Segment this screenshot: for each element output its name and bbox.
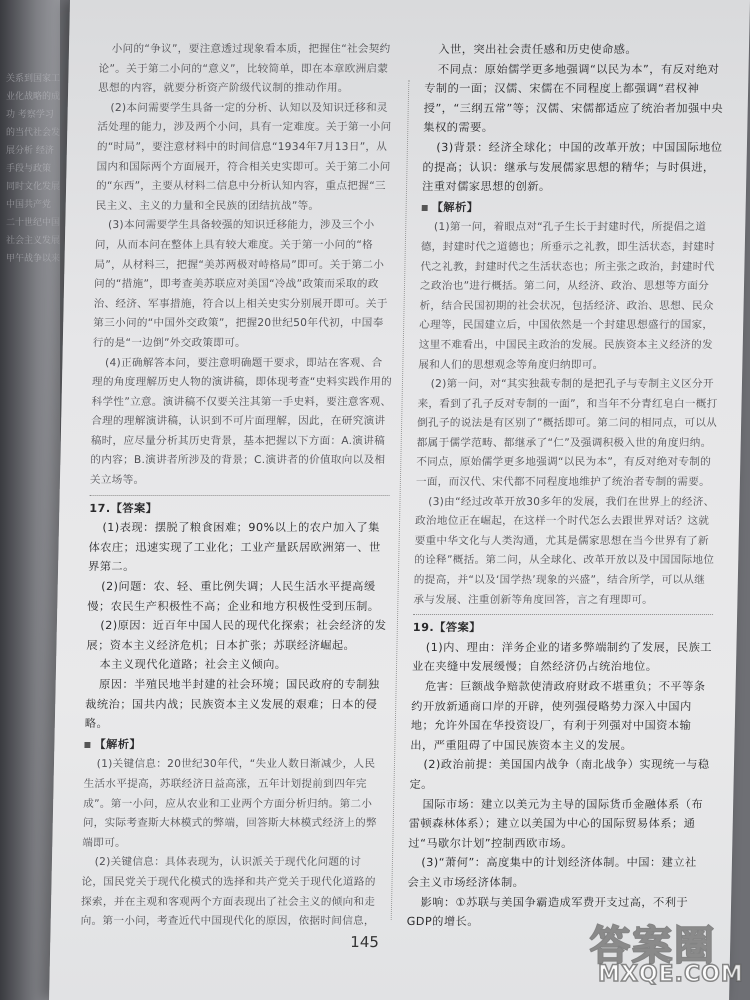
q18-answer-continued xyxy=(413,40,725,610)
answer-line: 入世，突出社会责任感和历史使命感。 xyxy=(438,43,638,56)
q17-heading: 17.【答案】 xyxy=(89,501,158,515)
answer-line: 本主义现代化道路；社会主义倾向。 xyxy=(99,658,287,672)
answer-line: (2)问题：农、轻、重比例失调；人民生活水平提高缓慢；农民生产积极性不高；企业和地方积极性受到压制。 xyxy=(87,580,380,613)
site-watermark xyxy=(590,914,744,992)
q17-analysis-label: 【解析】 xyxy=(84,735,384,755)
paragraph: (2)第一问，对“其实独裁专制的是把孔子与专制主义区分开来，看到了孔子反对专制的一面”，和当年不分青红皂白一概打倒孔子的说法是有区别了”概括即可。第二问的相同点，可以从都属于儒学范畴、都继承了“仁”及强调积极入世的角度归纳。不同点，原始儒学更多地强调“以民为本”，有反对绝对专制的一面，而汉代、宋代都不同程度地维护了统治者专制的需要。 xyxy=(415,378,718,489)
paragraph: (2)关键信息：具体表现为，认识派关于现代化问题的讨论，国民党关于现代化模式的选择和共产党关于现代化道路的探索，并在主观和客观两个方面表现出了社会主义的倾向和走向。第一小问，考查近代中国现代化的原因，依据时间信息，从国际和国内两个方面，分析近代中国现代化的国际国内原因。第二小问，依据“并在主观和客观两个方面表现出了社会主义的倾向和走向”，进行归纳。第三小问，同样依据时间信息，从国际和国内两个方面分析，但应是回答近代中国现代化的阻碍因素，如我国半殖民地半封建社会的性质等。 xyxy=(80,856,376,928)
paragraph: (3)本问需要学生具备较强的知识迁移能力，涉及三个小问，从而本问在整体上具有较大难度。关于第一小问的“格局”，从材料三，把握“美苏两极对峙格局”即可。关于第二小问的“措施”，即考查美苏联应对美国“冷战”政策而采取的政治、经济、军事措施，符合以上相关史实分别展开即可。关于第三小问的“中国外交政策”，把握20世纪50年代初，中国奉行的是“一边倒”外交政策即可。 xyxy=(92,219,388,349)
answer-line: 原因：半殖民地半封建的社会环境；国民政府的专制独裁统治；国共内战；民族资本主义发展的艰难；日本的侵略。 xyxy=(84,678,380,731)
paragraph: 小问的“争议”，要注意透过现象看本质，把握住“社会契约论”。关于第二小问的“意义”，比较简单，即在本章欧洲启蒙思想的内容，就要分析资产阶级代议制的推动作用。 xyxy=(98,43,391,95)
watermark-logo-text: 答案圈 xyxy=(590,923,716,969)
answer-line: 危害：巨额战争赔款使清政府财政不堪重负；不平等条约开放新通商口岸的开辟，使列强侵略势力深入中国内地；允许外国在华投资设厂，有利于列强对中国资本输出，严重阻碍了中国民族资本主义的发展。 xyxy=(410,680,706,752)
q18-analysis-label: 【解析】 xyxy=(421,198,721,218)
q18-analysis xyxy=(413,218,721,610)
left-column xyxy=(81,40,400,930)
answer-line: (1)内、理由：洋务企业的诸多弊端制约了发展，民族工业在夹缝中发展缓慢；自然经济仍占统治地位。 xyxy=(411,640,713,674)
book-page xyxy=(49,0,750,1000)
paragraph: (3)由“经过改革开放30多年的发展，我们在世界上的经济、政治地位正在崛起，在这样一个时代怎么去跟世界对话？这就要重中华文化与人类沟通，尤其是儒家思想在当今世界有了新的诠释”概括。第二问，从全球化、改革开放以及中国国际地位的提高，并“以及‘国学热’现象的兴盛”，结合所学，可以从继承与发展、注重创新等角度回答，言之有理即可。 xyxy=(413,495,715,606)
q17-analysis xyxy=(81,755,385,930)
answer-line: (3)“萧何”：高度集中的计划经济体制。中国：建立社会主义市场经济体制。 xyxy=(407,856,697,889)
q19-heading: 19.【答案】 xyxy=(412,621,482,635)
paragraph: (4)正确解答本问，要注意明确题干要求，即站在客观、合理的角度理解历史人物的演讲稿，即体现考查“史料实践作用的科学性”立意。演讲稿不仅要关注其第一手史料，要注意客观、合理的理解演讲稿，认识到不可片面理解，因此，在研究演讲稿时，应尽量分析其历史背景，基本把握以下方面：A.演讲稿的内容；B.演讲者所涉及的背景；C.演讲者的价值取向以及相关立场等。 xyxy=(89,356,393,487)
q17-answer xyxy=(81,499,390,930)
previous-page-faded-text: 关系到国家工业化战略的成功 考察学习的当代社会发展分析 经济手段与政策 同时文化发展 中国共产党 二十世纪中国 社会主义发展 甲午战争以来 xyxy=(6,74,61,264)
section-separator xyxy=(90,495,390,496)
watermark-url: MXQE.COM xyxy=(598,962,744,987)
paragraph: (1)第一问，着眼点对“孔子生长于封建时代，所提倡之道德，封建时代之道德也；所垂示之礼教，即生活状态，封建时代之礼教，封建时代之生活状态也；所主张之政治，封建时代之政治也”进行概括。第二问，从经济、政治、思想等方面分析，结合民国初期的社会状况，包括经济、政治、思想、民众心理等，民国建立后，中国依然是一个封建思想盛行的国家，这里不难看出，中国民主政治的发展。民族资本主义经济的发展和人们的思想观念等角度归纳即可。 xyxy=(418,221,716,371)
right-column xyxy=(407,40,726,930)
paragraph: (2)本问需要学生具备一定的分析、认知以及知识迁移和灵活处理的能力，涉及两个小问，具有一定难度。关于第一小问的“时局”，要注意材料中的时间信息“1934年7月13日”，从国内和国际两个方面展开，符合相关史实即可。关于第二小问的“东西”，主要从材料二信息中分析认知内容，重点把握“三民主义、主义的力量和全民族的团结抗战”等。 xyxy=(95,101,392,212)
answer-line: 国际市场：建立以美元为主导的国际货币金融体系（布雷顿森林体系）；建立以美国为中心的国际贸易体系；通过“马歇尔计划”控制西欧市场。 xyxy=(408,797,704,850)
page-number: 145 xyxy=(350,933,380,951)
q16-analysis-tail xyxy=(90,40,399,491)
paragraph: (1)关键信息：20世纪30年代，“失业人数日渐减少，人民生活水平提高，苏联经济日益高涨，五年计划提前到四年完成”。第一小问，应从农业和工业两个方面分析归纳。第二小问，实际考查斯大林模式的弊端，回答斯大林模式经济上的弊端即可。 xyxy=(82,758,378,849)
answer-line: 不同点：原始儒学更多地强调“以民为本”，有反对绝对专制的一面；汉儒、宋儒在不同程度上都强调“君权神授”，“三纲五常”等；汉儒、宋儒都适应了统治者加强中央集权的需要。 xyxy=(423,62,724,135)
answer-line: 影响：①苏联与美国争霸造成军费开支过高，不利于GDP的增长。 xyxy=(406,895,689,929)
answer-line: (3)背景：经济全球化；中国的改革开放；中国国际地位的提高；认识：继承与发展儒家思想的精华；与时俱进，注重对儒家思想的创新。 xyxy=(421,140,723,194)
section-separator xyxy=(413,614,713,615)
q19-answer xyxy=(407,618,714,930)
answer-line: (2)原因：近百年中国人民的现代化探索；社会经济的发展；资本主义经济危机；日本扩张；苏联经济崛起。 xyxy=(86,619,387,652)
answer-line: (2)政治前提：美国国内战争（南北战争）实现统一与稳定。 xyxy=(409,758,710,791)
answer-line: (1)表现：摆脱了粮食困难；90%以上的农户加入了集体农庄；迅速实现了工业化；工业产量跃居欧洲第一、世界第二。 xyxy=(87,521,381,574)
